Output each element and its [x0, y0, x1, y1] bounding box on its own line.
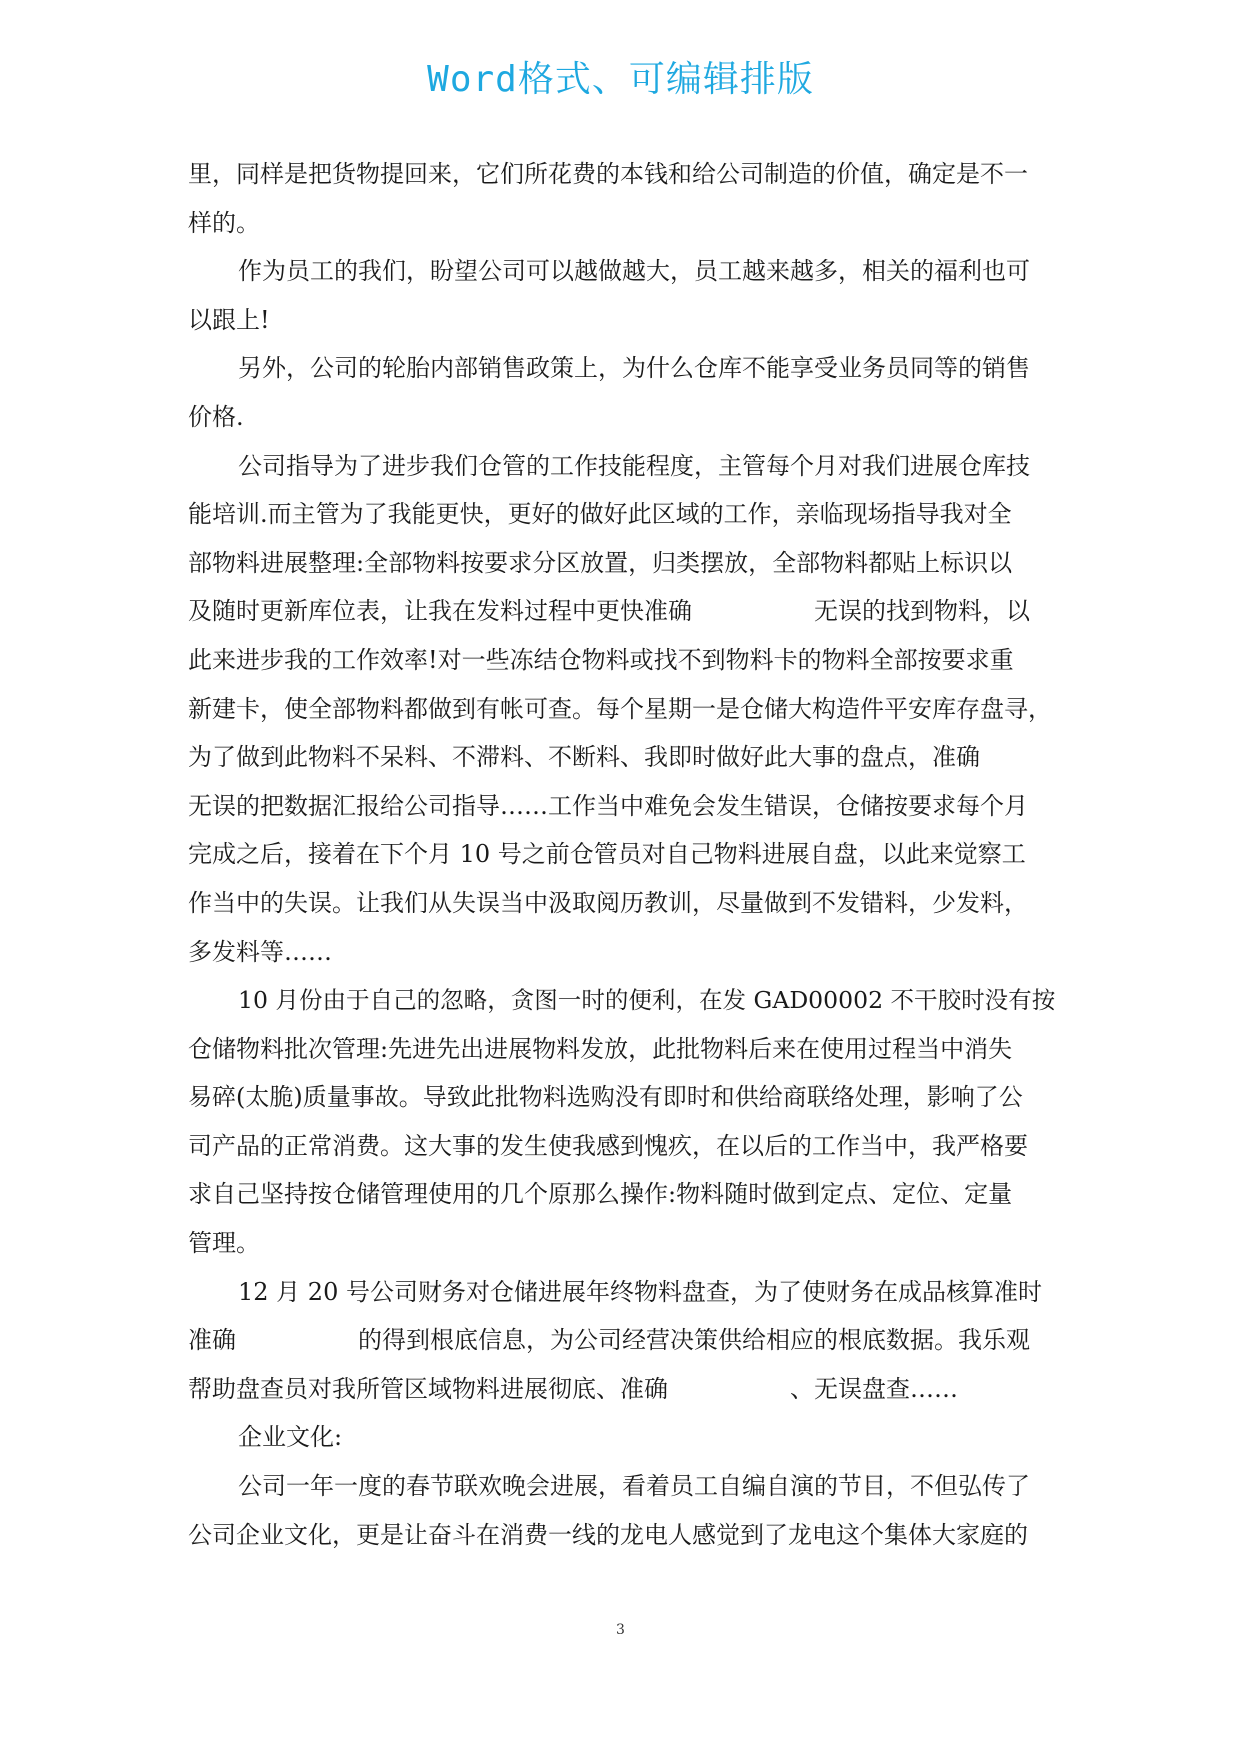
text-line: 作当中的失误。让我们从失误当中汲取阅历教训，尽量做到不发错料，少发料， — [188, 888, 1028, 917]
page-number: 3 — [616, 1622, 625, 1638]
header-title: Word格式、可编辑排版 — [427, 59, 814, 100]
text-line: 为了做到此物料不呆料、不滞料、不断料、我即时做好此大事的盘点，准确 — [188, 743, 980, 772]
text-line: 无误的把数据汇报给公司指导……工作当中难免会发生错误，仓储按要求每个月 — [188, 791, 1028, 820]
text-line: 此来进步我的工作效率!对一些冻结仓物料或找不到物料卡的物料全部按要求重 — [188, 645, 1014, 674]
text-line: 部物料进展整理:全部物料按要求分区放置，归类摆放，全部物料都贴上标识以 — [188, 548, 1013, 577]
text-line: 司产品的正常消费。这大事的发生使我感到愧疚，在以后的工作当中，我严格要 — [188, 1131, 1028, 1160]
text-line: 样的。 — [188, 208, 260, 237]
text-line: 价格. — [188, 402, 244, 431]
document-body — [188, 150, 1056, 1559]
text-line: 里，同样是把货物提回来，它们所花费的本钱和给公司制造的价值，确定是不一 — [188, 160, 1028, 188]
text-line: 公司指导为了进步我们仓管的工作技能程度，主管每个月对我们进展仓库技 — [238, 451, 1030, 480]
text-line: 能培训.而主管为了我能更快，更好的做好此区域的工作，亲临现场指导我对全 — [188, 500, 1012, 529]
text-line: 多发料等…… — [188, 937, 332, 966]
text-line: 公司一年一度的春节联欢晚会进展，看着员工自编自演的节目，不但弘传了 — [238, 1472, 1030, 1501]
text-line: 完成之后，接着在下个月 10 号之前仓管员对自己物料进展自盘，以此来觉察工 — [188, 840, 1026, 869]
text-line: 以跟上! — [188, 305, 270, 334]
text-line: 管理。 — [188, 1229, 260, 1258]
text-line: 另外，公司的轮胎内部销售政策上，为什么仓库不能享受业务员同等的销售 — [238, 354, 1030, 383]
text-line: 易碎(太脆)质量事故。导致此批物料选购没有即时和供给商联络处理，影响了公 — [188, 1083, 1023, 1112]
text-line: 及随时更新库位表，让我在发料过程中更快准确 无误的找到物料，以 — [188, 597, 1031, 626]
text-line: 作为员工的我们，盼望公司可以越做越大，员工越来越多，相关的福利也可 — [238, 257, 1030, 286]
text-line: 帮助盘查员对我所管区域物料进展彻底、准确 、无误盘查…… — [188, 1374, 959, 1403]
text-line: 12 月 20 号公司财务对仓储进展年终物料盘查，为了使财务在成品核算准时 — [238, 1277, 1042, 1306]
text-line: 10 月份由于自己的忽略，贪图一时的便利，在发 GAD00002 不干胶时没有按 — [238, 986, 1056, 1015]
text-line: 公司企业文化，更是让奋斗在消费一线的龙电人感觉到了龙电这个集体大家庭的 — [188, 1520, 1028, 1549]
text-line: 新建卡，使全部物料都做到有帐可查。每个星期一是仓储大构造件平安库存盘寻， — [188, 694, 1052, 723]
text-line: 求自己坚持按仓储管理使用的几个原那么操作:物料随时做到定点、定位、定量 — [188, 1180, 1013, 1209]
text-line: 仓储物料批次管理:先进先出进展物料发放，此批物料后来在使用过程当中消失 — [188, 1034, 1013, 1063]
text-line: 企业文化: — [238, 1423, 343, 1452]
text-line: 准确 的得到根底信息，为公司经营决策供给相应的根底数据。我乐观 — [188, 1326, 1031, 1355]
